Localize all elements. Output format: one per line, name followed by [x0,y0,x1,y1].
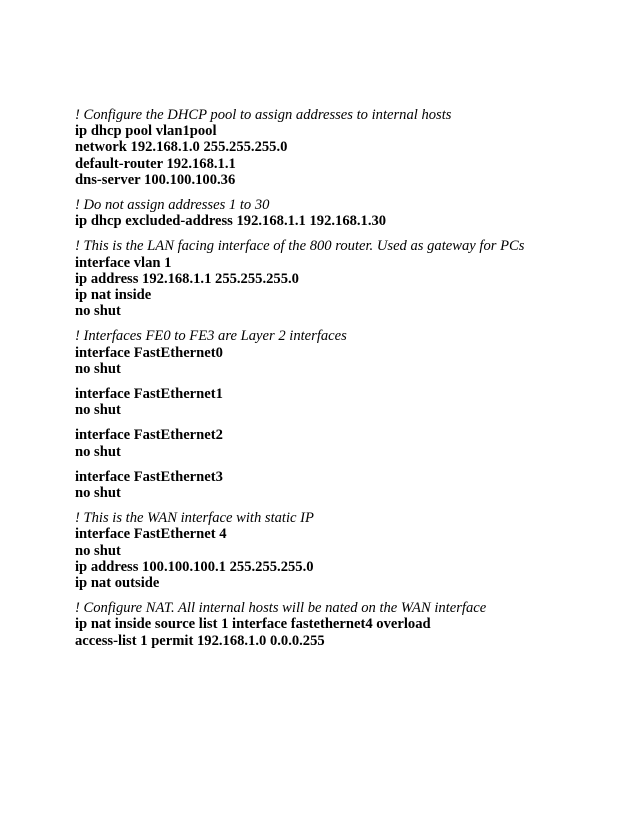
config-command: interface FastEthernet1 [75,386,223,403]
config-comment: ! Configure NAT. All internal hosts will be nated on the WAN interface [75,600,487,617]
config-command: no shut [75,542,121,559]
config-command: no shut [75,485,121,502]
config-command: ip address 192.168.1.1 255.255.255.0 [75,270,299,287]
config-command: no shut [75,402,121,419]
config-command: access-list 1 permit 192.168.1.0 0.0.0.255 [75,632,325,649]
config-block [75,510,615,591]
config-command: interface FastEthernet2 [75,427,223,444]
config-comment: ! Do not assign addresses 1 to 30 [75,197,270,214]
config-block [75,600,615,649]
config-command: ip nat inside [75,287,152,304]
config-document [75,107,615,658]
config-command: interface vlan 1 [75,254,172,271]
config-command: interface FastEthernet3 [75,468,223,485]
config-block [75,197,615,229]
config-command: default-router 192.168.1.1 [75,155,236,172]
config-comment: ! Configure the DHCP pool to assign addresses to internal hosts [75,107,452,123]
config-command: ip address 100.100.100.1 255.255.255.0 [75,558,314,575]
config-command: no shut [75,303,121,320]
config-command: ip dhcp pool vlan1pool [75,123,217,140]
config-comment: ! This is the LAN facing interface of the 800 router. Used as gateway for PCs [75,238,525,255]
config-command: interface FastEthernet 4 [75,526,227,543]
config-block [75,427,615,459]
config-command: ip nat inside source list 1 interface fastethernet4 overload [75,616,431,633]
config-command: no shut [75,443,121,460]
config-command: network 192.168.1.0 255.255.255.0 [75,139,288,156]
config-block [75,107,615,188]
config-command: no shut [75,360,121,377]
config-comment: ! This is the WAN interface with static IP [75,510,314,527]
config-command: ip nat outside [75,575,160,592]
config-command: ip dhcp excluded-address 192.168.1.1 192.168.1.30 [75,213,387,230]
config-block [75,238,615,319]
config-comment: ! Interfaces FE0 to FE3 are Layer 2 interfaces [75,328,347,345]
config-block [75,469,615,501]
config-block [75,386,615,418]
config-block [75,328,615,377]
config-command: interface FastEthernet0 [75,344,223,361]
config-command: dns-server 100.100.100.36 [75,171,236,188]
